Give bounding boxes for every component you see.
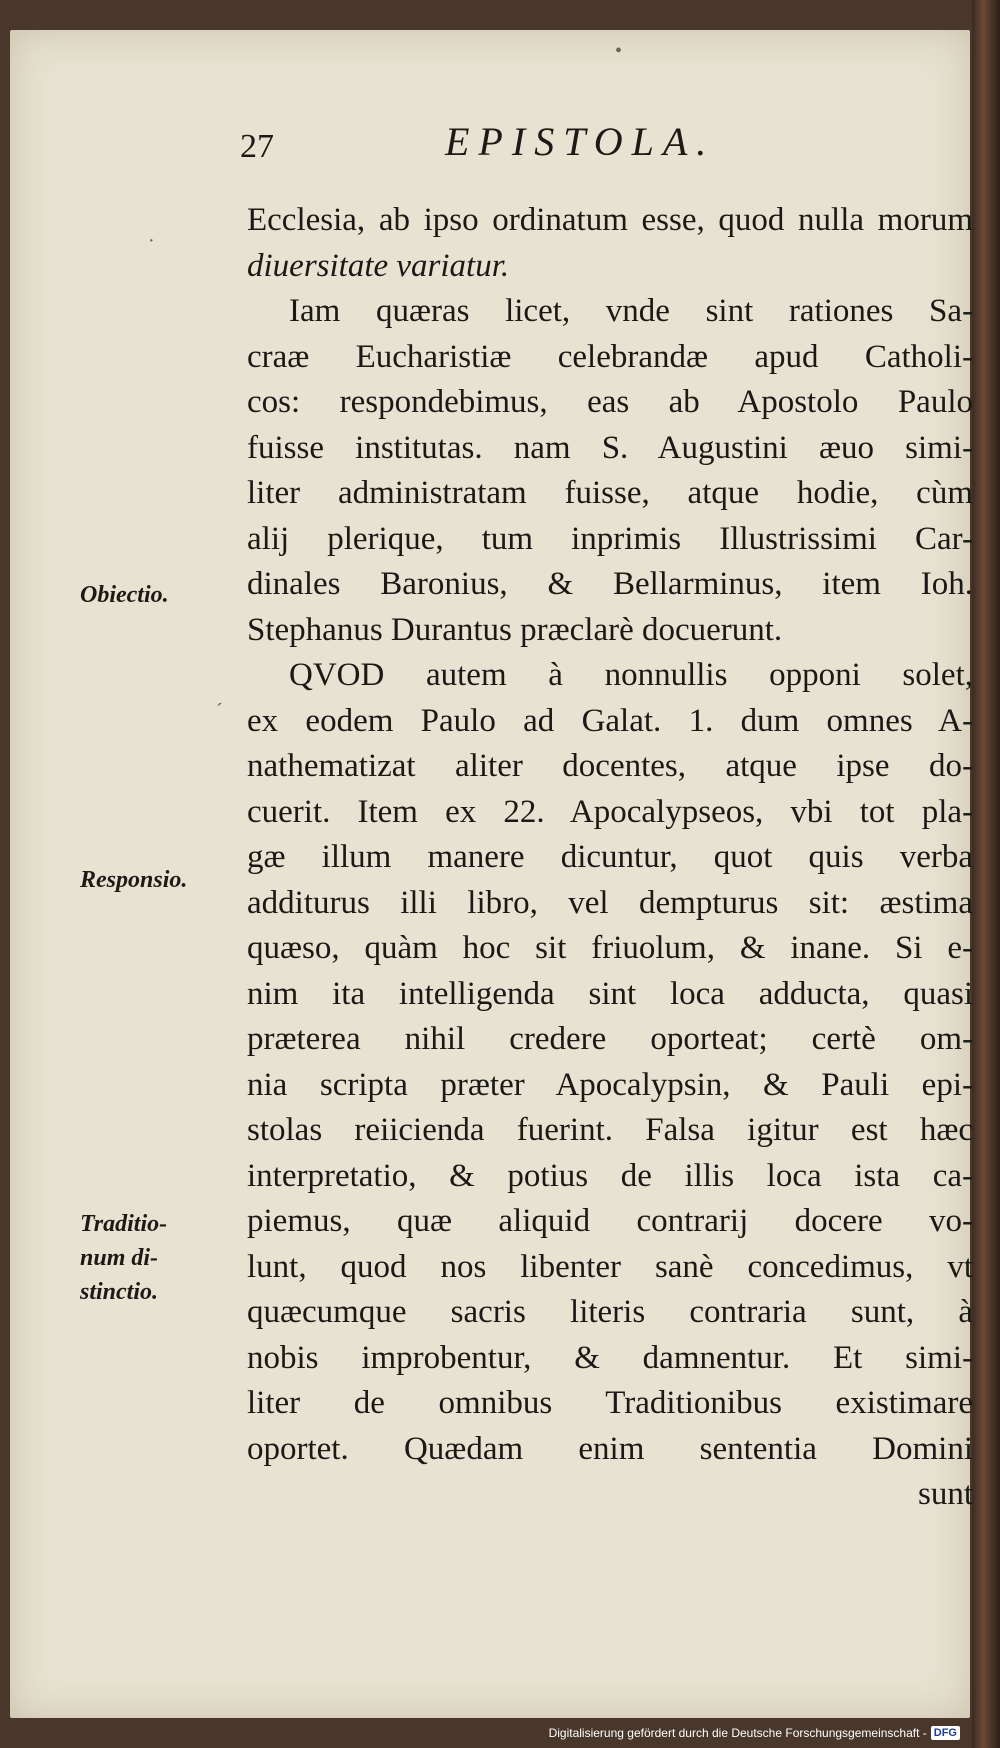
text-line: cos: respondebimus, eas ab Apostolo Paulo xyxy=(247,384,973,420)
text-line: piemus, quæ aliquid contrarij docere vo- xyxy=(247,1203,973,1239)
body-text xyxy=(247,198,973,1518)
book-spine xyxy=(972,0,1000,1748)
text-line: liter administratam fuisse, atque hodie, cùm xyxy=(247,475,973,511)
page-number: 27 xyxy=(240,128,274,165)
text-line: Iam quæras licet, vnde sint rationes Sa- xyxy=(289,293,973,329)
text-line: ex eodem Paulo ad Galat. 1. dum omnes A- xyxy=(247,702,973,739)
text-line: QVOD autem à nonnullis opponi solet, xyxy=(289,657,973,693)
text-line: dinales Baronius, & Bellarminus, item Ioh. xyxy=(247,566,973,602)
speck-mark: ´ xyxy=(216,700,223,722)
running-title: EPISTOLA. xyxy=(445,119,716,164)
text-line: fuisse institutas. nam S. Augustini æuo simi- xyxy=(247,429,973,466)
speck-mark: • xyxy=(615,40,623,62)
text-line: stolas reiicienda fuerint. Falsa igitur est hæc xyxy=(247,1112,973,1148)
text-line: oportet. Quædam enim sententia Domini xyxy=(247,1430,973,1467)
margin-note-line: stinctio. xyxy=(80,1279,159,1305)
margin-note-traditionum xyxy=(80,1207,167,1309)
text-line: Stephanus Durantus præclarè docuerunt. xyxy=(247,611,783,648)
dfg-logo: DFG xyxy=(931,1726,960,1740)
text-line: gæ illum manere dicuntur, quot quis verba xyxy=(247,839,973,875)
text-line: craæ Eucharistiæ celebrandæ apud Catholi- xyxy=(247,338,973,375)
book-page xyxy=(10,30,973,1718)
running-head xyxy=(240,118,960,178)
margin-note-line: num di- xyxy=(80,1245,159,1271)
text-line: cuerit. Item ex 22. Apocalypseos, vbi tot pla- xyxy=(247,793,973,830)
text-line: liter de omnibus Traditionibus existimare xyxy=(247,1385,973,1421)
text-line: quæcumque sacris literis contraria sunt, à xyxy=(247,1294,973,1330)
text-line: alij plerique, tum inprimis Illustrissimi Car- xyxy=(247,520,973,557)
margin-note-objectio: Obiectio. xyxy=(80,582,169,608)
text-line: nobis improbentur, & damnentur. Et simi- xyxy=(247,1339,973,1376)
text-line: nathematizat aliter docentes, atque ipse do- xyxy=(247,748,973,784)
text-line: lunt, quod nos libenter sanè concedimus, vt xyxy=(247,1248,973,1285)
speck-mark: · xyxy=(148,230,155,252)
text-line: Ecclesia, ab ipso ordinatum esse, quod nulla morum xyxy=(247,202,973,238)
digitization-credit xyxy=(549,1722,960,1744)
margin-note-responsio: Responsio. xyxy=(80,867,188,893)
text-line: additurus illi libro, vel dempturus sit: æstima xyxy=(247,884,973,921)
text-line: diuersitate variatur. xyxy=(247,247,510,284)
text-line: quæso, quàm hoc sit friuolum, & inane. Si e- xyxy=(247,930,973,966)
catchword: sunt xyxy=(917,1476,973,1512)
text-line: interpretatio, & potius de illis loca ista ca- xyxy=(247,1157,973,1194)
margin-note-line: Traditio- xyxy=(80,1211,168,1237)
text-line: nia scripta præter Apocalypsin, & Pauli epi- xyxy=(247,1066,973,1103)
text-line: præterea nihil credere oporteat; certè om- xyxy=(247,1021,973,1057)
text-line: nim ita intelligenda sint loca adducta, quasi xyxy=(247,975,973,1012)
credit-text: Digitalisierung gefördert durch die Deutsche Forschungsgemeinschaft - xyxy=(548,1726,927,1740)
